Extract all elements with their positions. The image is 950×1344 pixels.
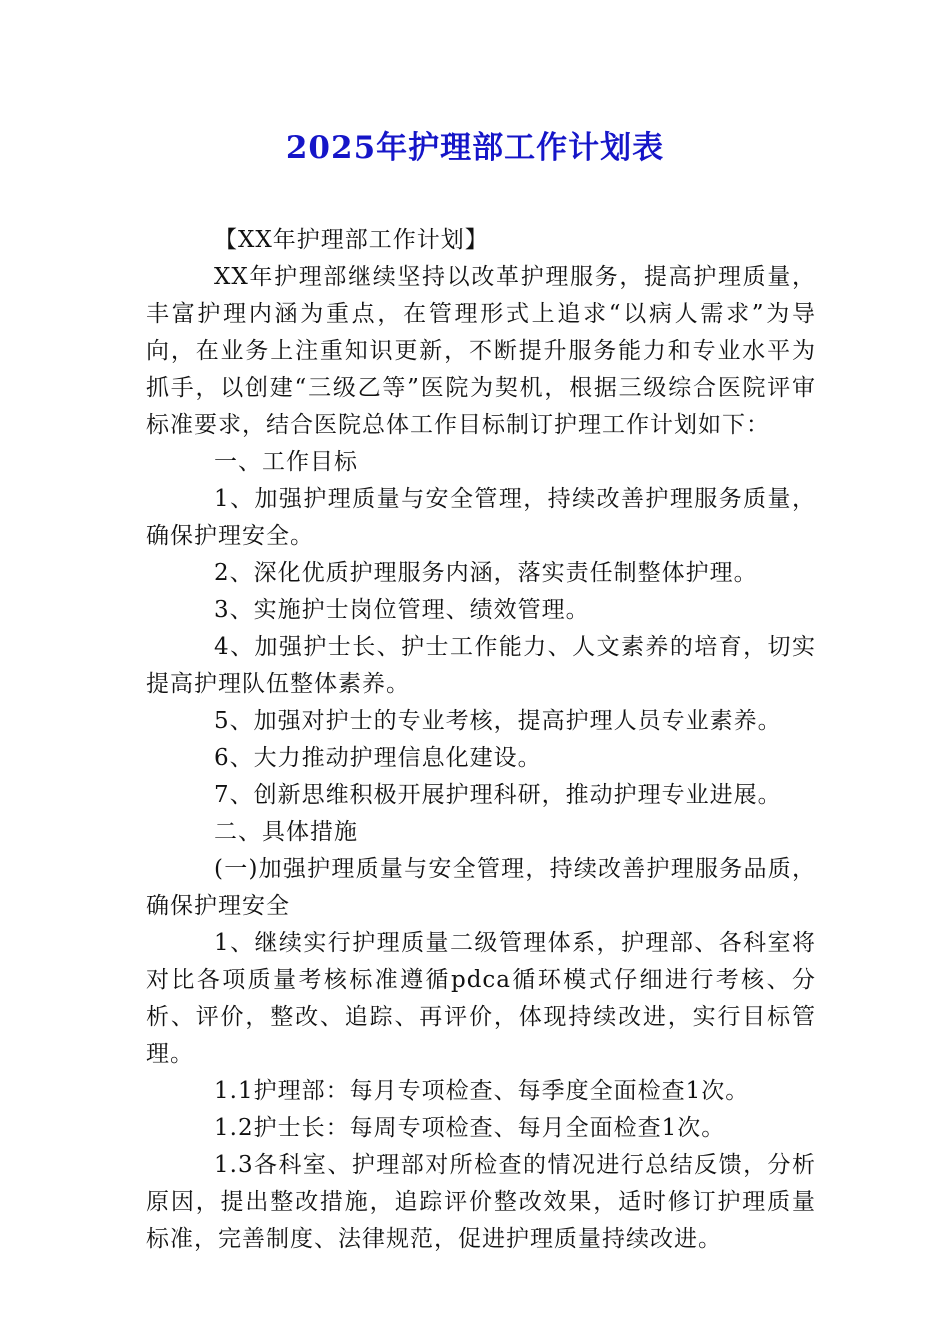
goal-item: 1、加强护理质量与安全管理，持续改善护理服务质量，确保护理安全。 <box>146 486 816 549</box>
subsection-heading: (一)加强护理质量与安全管理，持续改善护理服务品质，确保护理安全 <box>146 856 816 919</box>
measure-item: 1、继续实行护理质量二级管理体系，护理部、各科室将对比各项质量考核标准遵循pdca循环模式仔细进行考核、分析、评价，整改、追踪、再评价，体现持续改进，实行目标管理。 <box>146 930 816 1067</box>
measure-subitem: 1.1护理部：每月专项检查、每季度全面检查1次。 <box>214 1078 750 1104</box>
goal-item: 7、创新思维积极开展护理科研，推动护理专业进展。 <box>214 782 782 808</box>
section-heading-measures: 二、具体措施 <box>214 819 358 845</box>
goal-item: 4、加强护士长、护士工作能力、人文素养的培育，切实提高护理队伍整体素养。 <box>146 634 816 697</box>
goal-item: 3、实施护士岗位管理、绩效管理。 <box>214 597 590 623</box>
document-body <box>146 222 816 1258</box>
measure-subitem: 1.2护士长：每周专项检查、每月全面检查1次。 <box>214 1115 726 1141</box>
paragraph-plan-heading: 【XX年护理部工作计划】 <box>214 227 489 253</box>
goal-item: 5、加强对护士的专业考核，提高护理人员专业素养。 <box>214 708 782 734</box>
section-heading-goals: 一、工作目标 <box>214 449 358 475</box>
measure-subitem: 1.3各科室、护理部对所检查的情况进行总结反馈，分析原因，提出整改措施，追踪评价整改效果，适时修订护理质量标准，完善制度、法律规范，促进护理质量持续改进。 <box>146 1152 816 1252</box>
goal-item: 2、深化优质护理服务内涵，落实责任制整体护理。 <box>214 560 758 586</box>
document-title: 2025年护理部工作计划表 <box>285 130 665 166</box>
paragraph-intro: XX年护理部继续坚持以改革护理服务，提高护理质量，丰富护理内涵为重点，在管理形式上追求“以病人需求”为导向，在业务上注重知识更新，不断提升服务能力和专业水平为抓手，以创建“三级乙等”医院为契机，根据三级综合医院评审标准要求，结合医院总体工作目标制订护理工作计划如下： <box>146 264 816 438</box>
goal-item: 6、大力推动护理信息化建设。 <box>214 745 542 771</box>
